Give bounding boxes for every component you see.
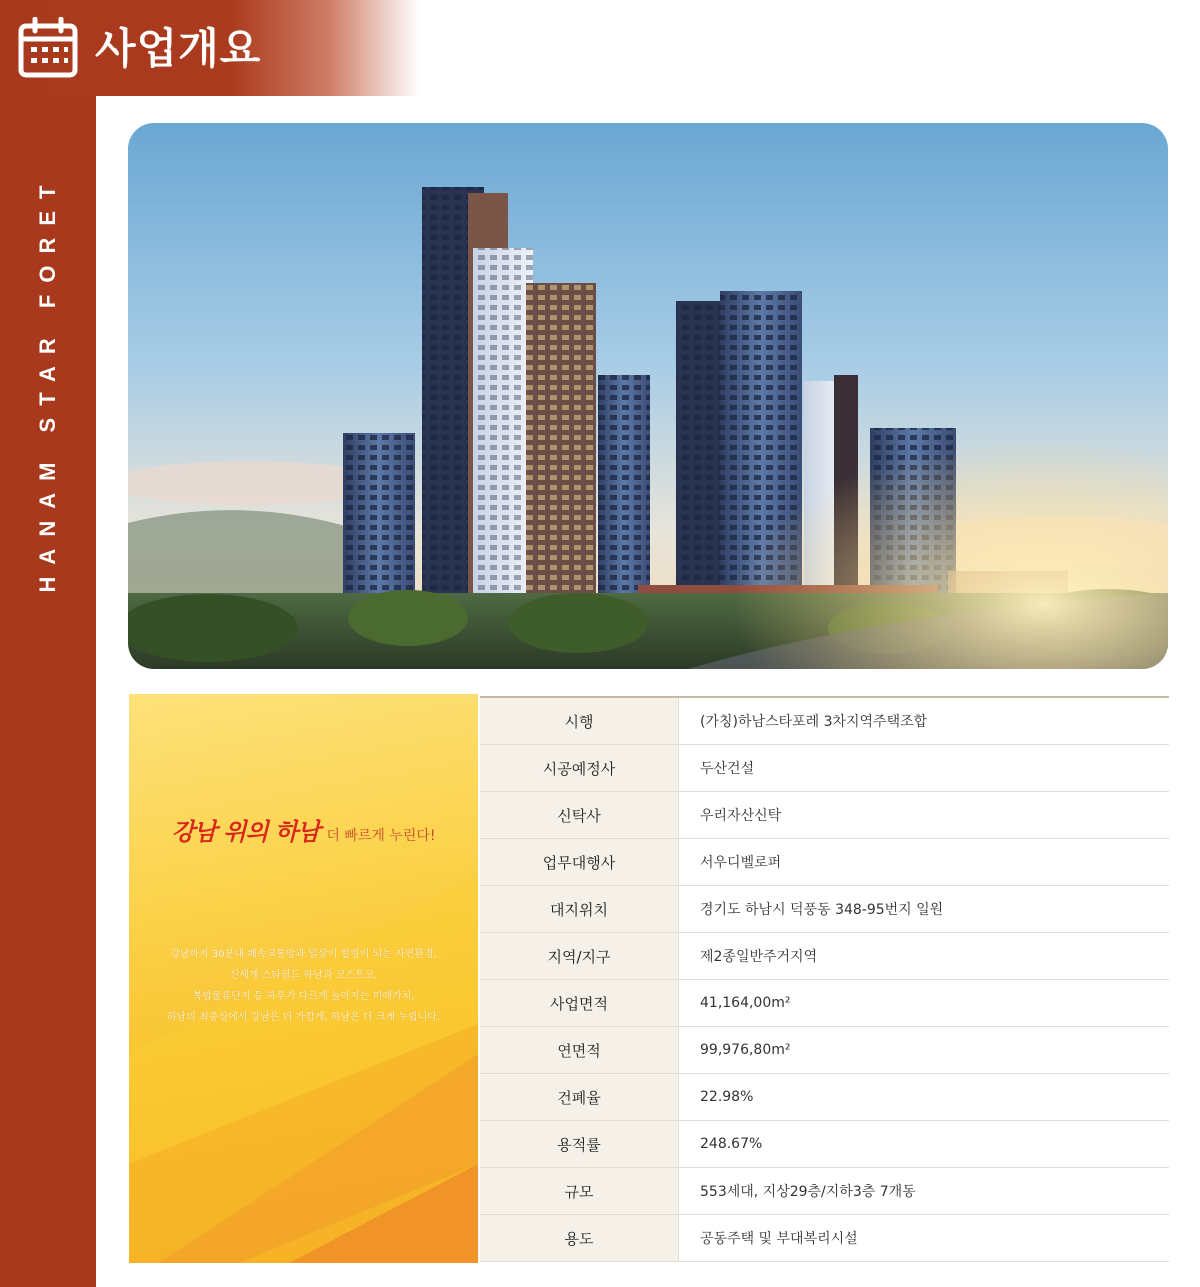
promo-line: 복합물류단지 등 하루가 다르게 높아지는 미래가치,: [192, 991, 415, 1002]
table-row: [480, 1074, 1169, 1121]
row-label: 건폐율: [480, 1074, 678, 1120]
row-label: 연면적: [480, 1027, 678, 1073]
row-value: 248.67%: [678, 1121, 1169, 1167]
slogan-sub-text: 더 빠르게 누린다!: [326, 828, 436, 844]
slogan-main-text: 강남 위의 하남: [171, 817, 320, 846]
table-row: [480, 886, 1169, 933]
row-value: 우리자산신탁: [678, 792, 1169, 838]
row-value: 41,164,00m²: [678, 980, 1169, 1026]
row-label: 지역/지구: [480, 933, 678, 979]
page-title: 사업개요: [95, 24, 262, 73]
table-row: [480, 1168, 1169, 1215]
row-value: 22.98%: [678, 1074, 1169, 1120]
table-row: [480, 980, 1169, 1027]
row-label: 사업면적: [480, 980, 678, 1026]
row-value: 두산건설: [678, 745, 1169, 791]
row-value: 서우디벨로퍼: [678, 839, 1169, 885]
row-label: 시행: [480, 698, 678, 744]
promo-panel: [129, 694, 478, 1263]
project-overview-table: [480, 696, 1169, 1262]
table-row: [480, 1121, 1169, 1168]
table-row: [480, 1215, 1169, 1262]
promo-line: 신세계 스타필드 하남과 코스트코,: [229, 970, 378, 981]
promo-slogan: [129, 812, 478, 847]
row-label: 용도: [480, 1215, 678, 1261]
table-row: [480, 1027, 1169, 1074]
row-label: 업무대행사: [480, 839, 678, 885]
promo-description: [129, 944, 478, 1028]
row-value: 공동주택 및 부대복리시설: [678, 1215, 1169, 1261]
promo-line: 강남까지 30분대 쾌속교통망과 일상이 힐링이 되는 자연환경,: [170, 949, 437, 960]
promo-line: 하남의 최중심에서 강남은 더 가깝게, 하남은 더 크게 누립니다.: [166, 1012, 441, 1023]
row-value: 553세대, 지상29층/지하3층 7개동: [678, 1168, 1169, 1214]
row-value: 99,976,80m²: [678, 1027, 1169, 1073]
row-label: 시공예정사: [480, 745, 678, 791]
apartment-rendering-image: [128, 123, 1168, 669]
row-value: 제2종일반주거지역: [678, 933, 1169, 979]
table-row: [480, 698, 1169, 745]
table-row: [480, 839, 1169, 886]
side-bar: [0, 0, 96, 1287]
row-label: 신탁사: [480, 792, 678, 838]
row-value: (가칭)하남스타포레 3차지역주택조합: [678, 698, 1169, 744]
section-header: [0, 0, 420, 96]
table-row: [480, 933, 1169, 980]
table-row: [480, 745, 1169, 792]
table-row: [480, 792, 1169, 839]
row-value: 경기도 하남시 덕풍동 348-95번지 일원: [678, 886, 1169, 932]
brand-vertical-text: HANAM STAR FORET: [35, 173, 60, 593]
calendar-icon: [18, 17, 78, 79]
row-label: 규모: [480, 1168, 678, 1214]
row-label: 용적률: [480, 1121, 678, 1167]
row-label: 대지위치: [480, 886, 678, 932]
